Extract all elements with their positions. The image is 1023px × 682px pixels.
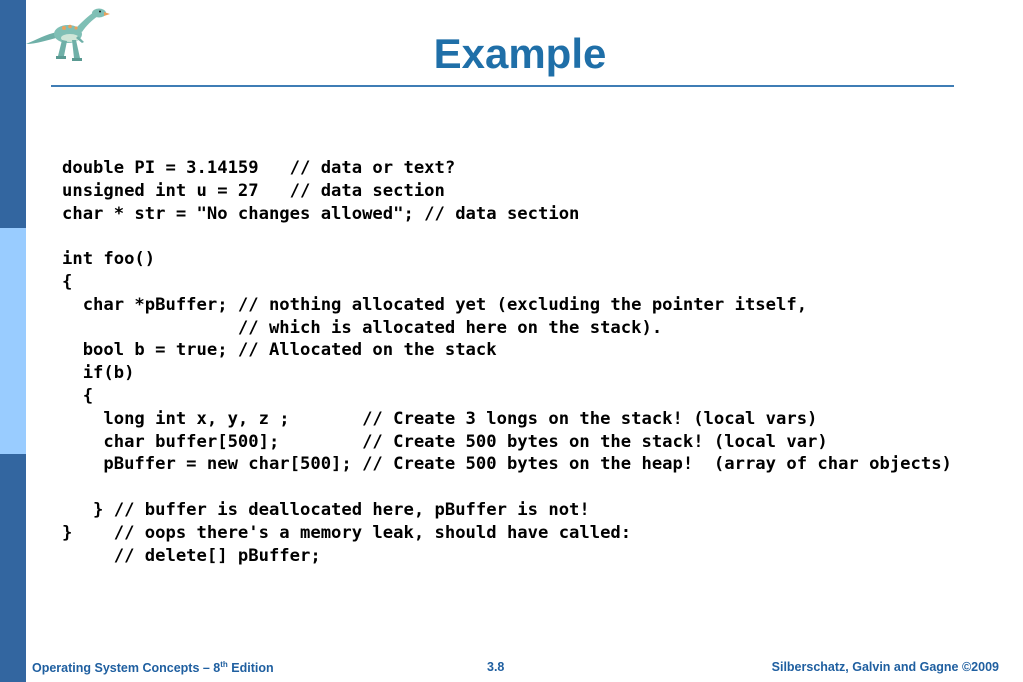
code-block: [62, 157, 952, 567]
code-line: bool b = true; // Allocated on the stack: [62, 340, 497, 361]
code-line: [62, 476, 952, 499]
code-line: if(b): [62, 363, 135, 384]
footer-book-title: [32, 660, 274, 675]
code-line: char *pBuffer; // nothing allocated yet (excluding the pointer itself,: [62, 294, 808, 315]
footer-edition-suffix: Edition: [227, 661, 274, 676]
sidebar-segment-middle: [0, 228, 26, 454]
code-line: // which is allocated here on the stack).: [62, 317, 663, 338]
code-line: char * str = "No changes allowed"; // data section: [62, 203, 580, 224]
sidebar-segment-bottom: [0, 454, 26, 682]
code-line: } // oops there's a memory leak, should have called:: [62, 522, 632, 543]
code-line: char buffer[500]; // Create 500 bytes on the stack! (local var): [62, 431, 828, 452]
code-line: unsigned int u = 27 // data section: [62, 180, 445, 201]
slide-title: Example: [433, 30, 607, 77]
code-line: {: [62, 385, 94, 406]
code-line: double PI = 3.14159 // data or text?: [62, 158, 456, 178]
footer-edition-superscript: th: [220, 660, 228, 669]
code-line: } // buffer is deallocated here, pBuffer is not!: [62, 499, 590, 520]
footer-page-number: 3.8: [487, 660, 505, 674]
footer-copyright: Silberschatz, Galvin and Gagne ©2009: [771, 660, 999, 674]
code-line: {: [62, 271, 73, 292]
code-line: long int x, y, z ; // Create 3 longs on the stack! (local vars): [62, 408, 818, 429]
code-line: pBuffer = new char[500]; // Create 500 bytes on the heap! (array of char objects): [62, 454, 952, 475]
code-line: int foo(): [62, 249, 156, 270]
code-line: // delete[] pBuffer;: [62, 545, 321, 566]
sidebar-bar: [0, 0, 26, 682]
code-line: [62, 225, 952, 248]
title-divider: [51, 85, 954, 87]
footer-book-title-prefix: Operating System Concepts – 8: [32, 661, 221, 676]
